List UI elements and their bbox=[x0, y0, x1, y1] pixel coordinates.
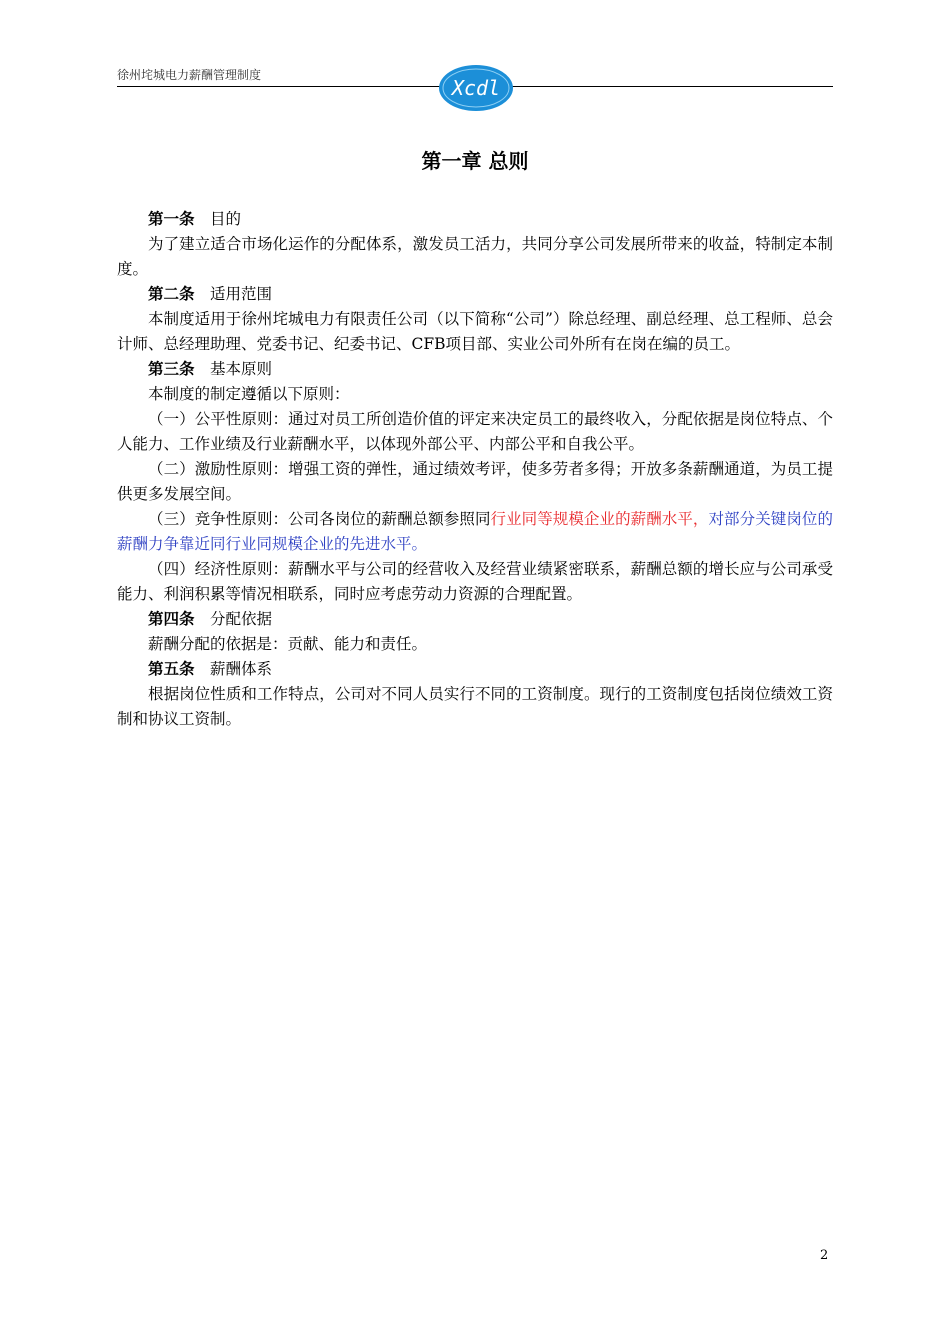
principle-economic: （四）经济性原则：薪酬水平与公司的经营收入及经营业绩紧密联系，薪酬总额的增长应与公司承受能力、利润积累等情况相联系，同时应考虑劳动力资源的合理配置。 bbox=[117, 560, 833, 603]
article-intro: 本制度的制定遵循以下原则： bbox=[148, 385, 350, 403]
article-name: 基本原则 bbox=[210, 360, 273, 378]
article-number: 第四条 bbox=[148, 610, 195, 628]
principle-competitive bbox=[117, 507, 833, 557]
article-number: 第三条 bbox=[148, 360, 195, 378]
article-name: 薪酬体系 bbox=[210, 660, 273, 678]
article-heading bbox=[117, 607, 833, 632]
article-paragraph: 本制度适用于徐州垞城电力有限责任公司（以下简称“公司”）除总经理、副总经理、总工程师、总会计师、总经理助理、党委书记、纪委书记、CFB项目部、实业公司外所有在岗在编的员工。 bbox=[117, 310, 833, 353]
article-heading bbox=[117, 282, 833, 307]
article-number: 第五条 bbox=[148, 660, 195, 678]
article-paragraph: 为了建立适合市场化运作的分配体系，激发员工活力，共同分享公司发展所带来的收益，特制定本制度。 bbox=[117, 235, 833, 278]
document-body bbox=[117, 207, 833, 732]
highlighted-text-blue: 对部分关键岗位的薪酬力争靠近同行业同规模企业的先进水平。 bbox=[117, 510, 833, 553]
article-name: 目的 bbox=[210, 210, 242, 228]
article-paragraph: 薪酬分配的依据是：贡献、能力和责任。 bbox=[148, 635, 428, 653]
logo-text: Xcdl bbox=[451, 76, 501, 100]
principle-incentive: （二）激励性原则：增强工资的弹性，通过绩效考评，使多劳者多得；开放多条薪酬通道，为员工提供更多发展空间。 bbox=[117, 460, 833, 503]
article-name: 分配依据 bbox=[210, 610, 273, 628]
article-number: 第二条 bbox=[148, 285, 195, 303]
article-heading bbox=[117, 357, 833, 382]
header-title: 徐州垞城电力薪酬管理制度 bbox=[117, 68, 262, 82]
article-heading bbox=[117, 207, 833, 232]
article-paragraph: 根据岗位性质和工作特点，公司对不同人员实行不同的工资制度。现行的工资制度包括岗位绩效工资制和协议工资制。 bbox=[117, 685, 833, 728]
highlighted-text-red: 行业同等规模企业的薪酬水平， bbox=[490, 510, 709, 528]
article-number: 第一条 bbox=[148, 210, 195, 228]
page-number: 2 bbox=[820, 1248, 829, 1263]
principle-competitive-text: （三）竞争性原则：公司各岗位的薪酬总额参照同 bbox=[148, 510, 491, 528]
company-logo bbox=[438, 64, 514, 112]
chapter-title: 第一章 总则 bbox=[421, 149, 529, 173]
article-heading bbox=[117, 657, 833, 682]
article-name: 适用范围 bbox=[210, 285, 273, 303]
principle-fairness: （一）公平性原则：通过对员工所创造价值的评定来决定员工的最终收入，分配依据是岗位特点、个人能力、工作业绩及行业薪酬水平，以体现外部公平、内部公平和自我公平。 bbox=[117, 410, 833, 453]
